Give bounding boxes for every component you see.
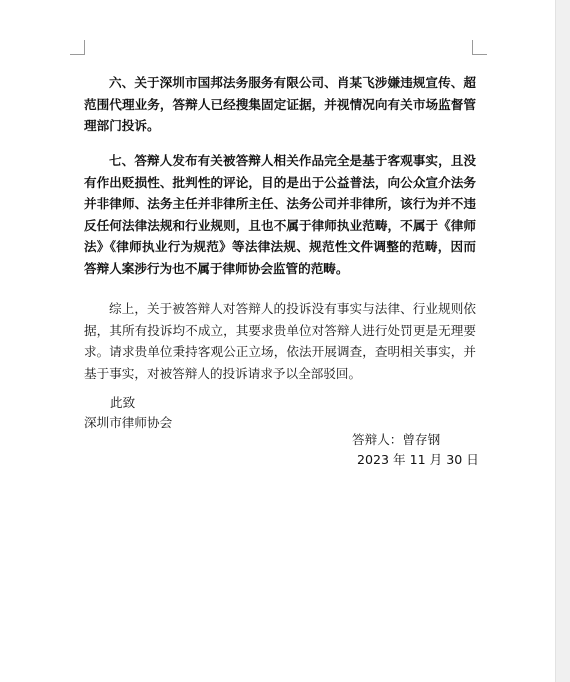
closing-salutation: 此致: [110, 395, 136, 410]
crop-mark-top-left: [70, 40, 85, 55]
summary-paragraph: 综上，关于被答辩人对答辩人的投诉没有事实与法律、行业规则依据，其所有投诉均不成立，其要求贵单位对答辩人进行处罚更是无理要求。请求贵单位秉持客观公正立场，依法开展调查，查明相关事实，并基于事实，对被答辩人的投诉请求予以全部驳回。: [84, 301, 476, 381]
date: 2023 年 11 月 30 日: [357, 452, 479, 467]
signer: 答辩人：曾存钢: [352, 432, 441, 447]
paragraph-6: 六、关于深圳市国邦法务服务有限公司、肖某飞涉嫌违规宣传、超范围代理业务，答辩人已经搜集固定证据，并视情况向有关市场监督管理部门投诉。: [84, 75, 476, 133]
paragraph-7: 七、答辩人发布有关被答辩人相关作品完全是基于客观事实，且没有作出贬损性、批判性的评论，目的是出于公益普法，向公众宣介法务并非律师、法务主任并非律所主任、法务公司并非律所，该行为并不违反任何法律法规和行业规则，且也不属于律师执业范畴，不属于《律师法》《律师执业行为规范》等法律法规、规范性文件调整的范畴，因而答辩人案涉行为也不属于律师协会监管的范畴。: [84, 153, 476, 276]
vertical-scrollbar[interactable]: [555, 0, 570, 682]
crop-mark-top-right: [472, 40, 487, 55]
recipient: 深圳市律师协会: [84, 415, 173, 430]
